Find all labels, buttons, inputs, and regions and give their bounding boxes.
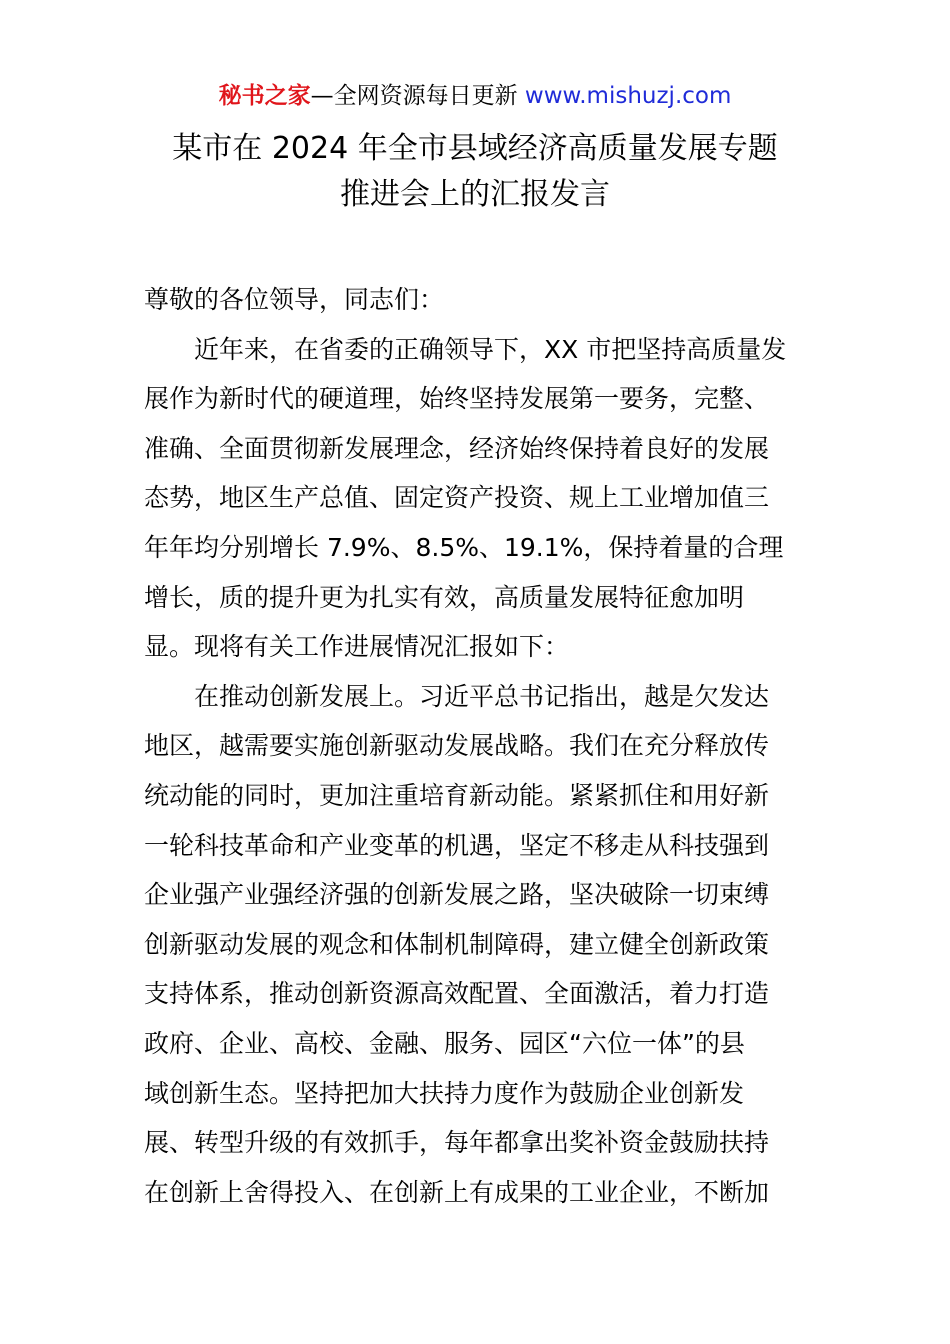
paragraph-2-line: 域创新生态。坚持把加大扶持力度作为鼓励企业创新发 — [144, 1078, 745, 1108]
paragraph-2-line: 支持体系，推动创新资源高效配置、全面激活，着力打造 — [144, 979, 770, 1009]
paragraph-2-line: 创新驱动发展的观念和体制机制障碍，建立健全创新政策 — [144, 929, 770, 959]
paragraph-1-line: 显。现将有关工作进展情况汇报如下： — [144, 632, 570, 662]
document-title-line-1: 某市在 2024 年全市县域经济高质量发展专题 — [172, 131, 778, 166]
paragraph-2-line: 地区，越需要实施创新驱动发展战略。我们在充分释放传 — [144, 731, 770, 761]
paragraph-1-line: 增长，质的提升更为扎实有效，高质量发展特征愈加明 — [144, 582, 745, 612]
paragraph-2-line: 统动能的同时，更加注重培育新动能。紧紧抓住和用好新 — [144, 780, 770, 810]
paragraph-2-line: 展、转型升级的有效抓手，每年都拿出奖补资金鼓励扶持 — [144, 1128, 770, 1158]
site-url-link[interactable]: www.mishuzj.com — [524, 83, 732, 109]
salutation: 尊敬的各位领导，同志们： — [144, 285, 445, 314]
document-title — [0, 126, 950, 218]
paragraph-2-line: 政府、企业、高校、金融、服务、园区“六位一体”的县 — [144, 1028, 745, 1058]
paragraph-2-line: 在创新上舍得投入、在创新上有成果的工业企业，不断加 — [144, 1177, 770, 1207]
document-body — [144, 275, 806, 1217]
paragraph-1-line: 年年均分别增长 7.9%、8.5%、19.1%，保持着量的合理 — [144, 532, 784, 562]
site-header — [0, 80, 950, 112]
paragraph-2-line: 企业强产业强经济强的创新发展之路，坚决破除一切束缚 — [144, 880, 770, 910]
paragraph-2-line: 一轮科技革命和产业变革的机遇，坚定不移走从科技强到 — [144, 830, 770, 860]
paragraph-1-line: 准确、全面贯彻新发展理念，经济始终保持着良好的发展 — [144, 433, 770, 463]
document-title-line-2: 推进会上的汇报发言 — [340, 177, 610, 212]
paragraph-2-line: 在推动创新发展上。习近平总书记指出，越是欠发达 — [194, 681, 770, 711]
site-tagline: —全网资源每日更新 — [310, 83, 525, 109]
paragraph-1-line: 态势，地区生产总值、固定资产投资、规上工业增加值三 — [144, 483, 770, 513]
paragraph-1-line: 展作为新时代的硬道理，始终坚持发展第一要务，完整、 — [144, 384, 770, 414]
site-brand: 秘书之家 — [218, 83, 311, 109]
paragraph-1-line: 近年来，在省委的正确领导下，XX 市把坚持高质量发 — [194, 334, 787, 364]
